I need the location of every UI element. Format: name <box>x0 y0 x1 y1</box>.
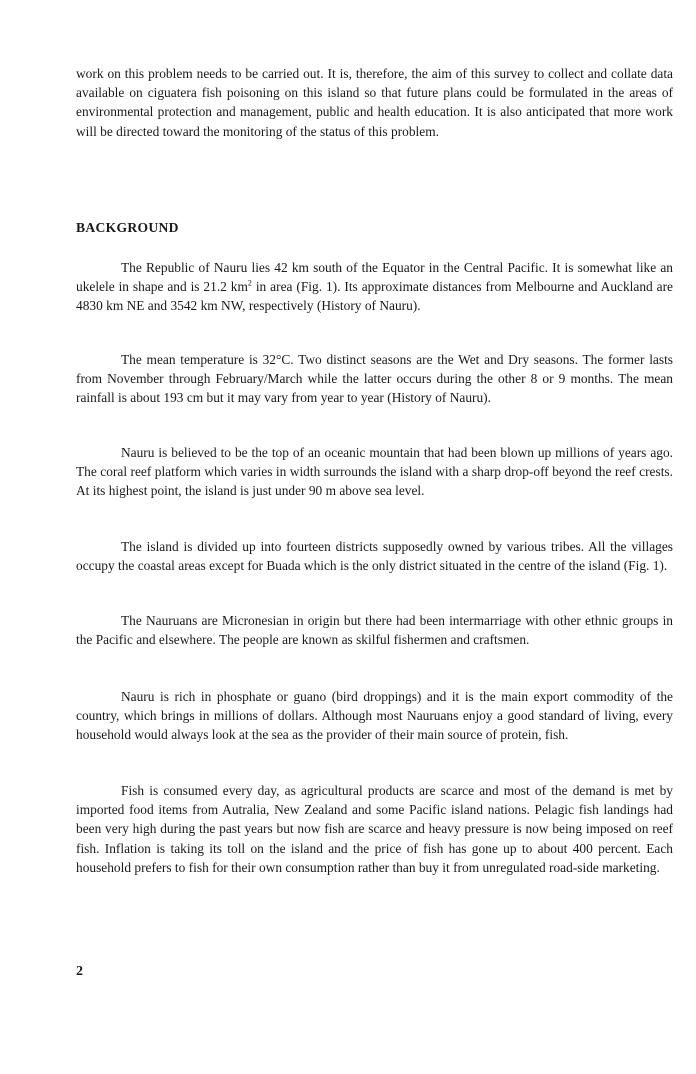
paragraph-location <box>76 258 673 316</box>
intro-paragraph: work on this problem needs to be carried out. It is, therefore, the aim of this survey to collect and collate data available on ciguatera fish poisoning on this island so that future plans could be formulated in the areas of environmental protection and management, public and health education. It is also anticipated that more work will be directed toward the monitoring of the status of this problem. <box>76 66 673 139</box>
paragraph-economy: Nauru is rich in phosphate or guano (bird droppings) and it is the main export commodity of the country, which brings in millions of dollars. Although most Nauruans enjoy a good standard of living, every household would always look at the sea as the provider of their main source of protein, fish. <box>76 689 673 743</box>
paragraph-location-text-cont: in area (Fig. 1). Its approximate distances from Melbourne and Auckland are 4830 km NE and 3542 km NW, respectively (History of Nauru). <box>76 279 674 314</box>
superscript-two: 2 <box>247 278 252 288</box>
paragraph-location-text: The Republic of Nauru lies 42 km south of the Equator in the Central Pacific. It is somewhat like an ukelele in shape and is 21.2 km <box>76 260 673 295</box>
paragraph-fish: Fish is consumed every day, as agricultural products are scarce and most of the demand is met by imported food items from Autralia, New Zealand and some Pacific island nations. Pelagic fish landings had been very high during the past years but now fish are scarce and heavy pressure is now being imposed on reef fish. Inflation is taking its toll on the island and the price of fish has gone up to about 400 percent. Each household prefers to fish for their own consumption rather than buy it from unregulated road-side marketing. <box>76 783 673 875</box>
page-number: 2 <box>76 964 83 979</box>
paragraph-people: The Nauruans are Micronesian in origin but there had been intermarriage with other ethnic groups in the Pacific and elsewhere. The people are known as skilful fishermen and craftsmen. <box>76 613 673 648</box>
section-heading: BACKGROUND <box>76 220 179 235</box>
paragraph-districts: The island is divided up into fourteen districts supposedly owned by various tribes. All the villages occupy the coastal areas except for Buada which is the only district situated in the centre of the island (Fig. 1). <box>76 539 673 574</box>
paragraph-geology: Nauru is believed to be the top of an oceanic mountain that had been blown up millions of years ago. The coral reef platform which varies in width surrounds the island with a sharp drop-off beyond the reef crests. At its highest point, the island is just under 90 m above sea level. <box>76 445 673 499</box>
paragraph-climate: The mean temperature is 32°C. Two distinct seasons are the Wet and Dry seasons. The former lasts from November through February/March while the latter occurs during the other 8 or 9 months. The mean rainfall is about 193 cm but it may vary from year to year (History of Nauru). <box>76 352 673 406</box>
